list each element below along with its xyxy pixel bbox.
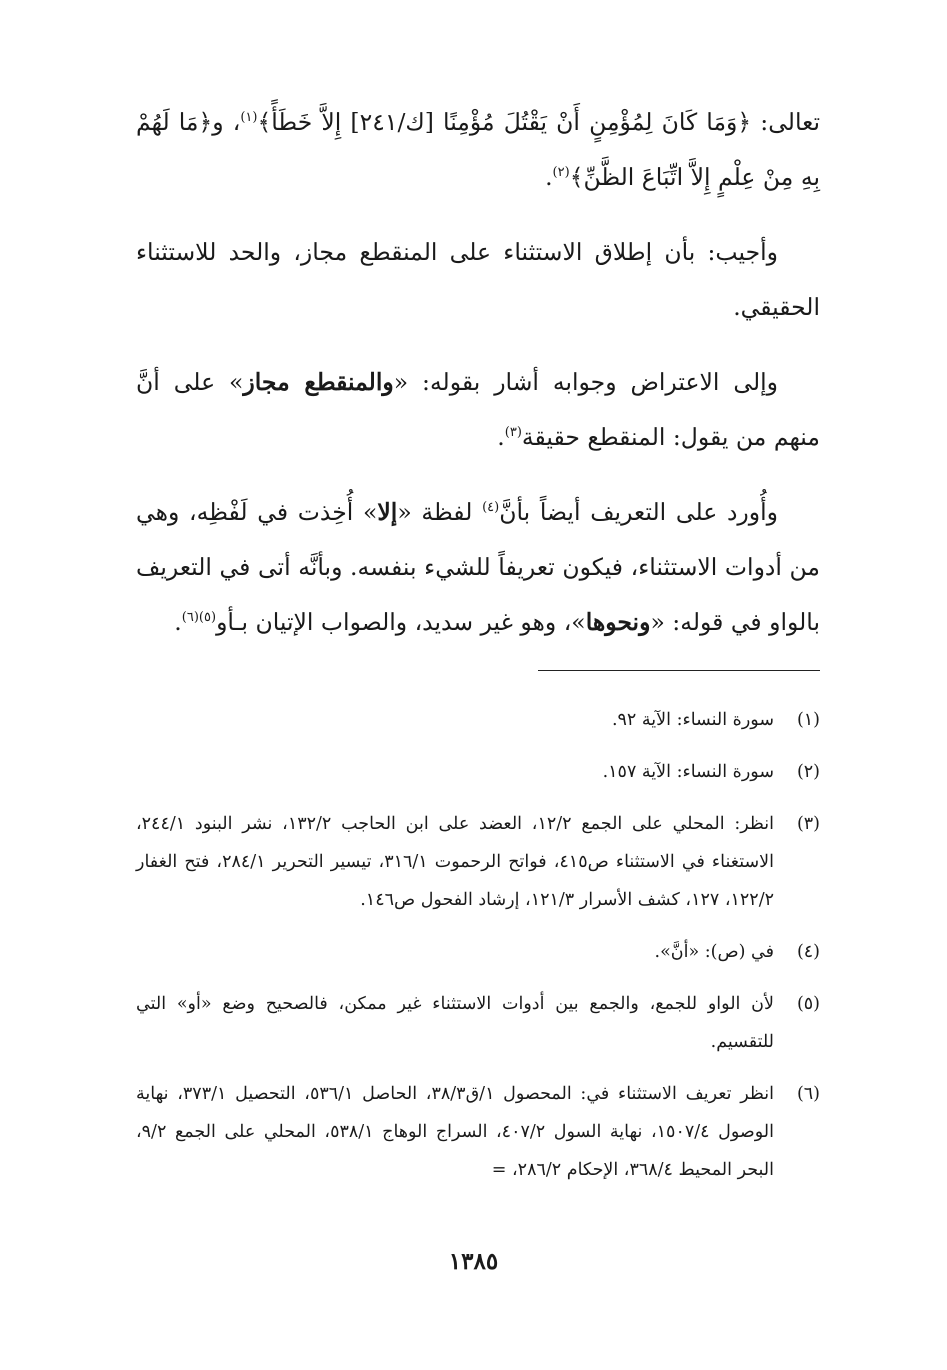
footnote-3 bbox=[136, 805, 820, 919]
footnote-number: (٦) bbox=[796, 1084, 820, 1104]
p4-text-1: وأُورد على التعريف أيضاً بأنَّ bbox=[499, 498, 779, 526]
p4-end: . bbox=[174, 608, 182, 636]
footnote-6 bbox=[136, 1075, 820, 1189]
footnote-5 bbox=[136, 985, 820, 1061]
footnote-text: سورة النساء: الآية ٩٢. bbox=[611, 710, 774, 730]
footnote-number: (٢) bbox=[796, 762, 820, 782]
footnote-text: سورة النساء: الآية ١٥٧. bbox=[602, 762, 774, 782]
p4-bold-nahwiha: ونحوها bbox=[585, 608, 651, 636]
footnote-ref-5[interactable]: (٥) bbox=[198, 610, 217, 626]
p3-after: » على أنَّ منهم من يقول: المنقطع حقيقة bbox=[136, 368, 820, 451]
p3-before: وإلى الاعتراض وجوابه أشار بقوله: « bbox=[393, 368, 778, 396]
p3-end: . bbox=[497, 423, 505, 451]
p1-end: . bbox=[545, 163, 553, 191]
footnotes-list bbox=[136, 701, 820, 1189]
paragraph-4 bbox=[136, 485, 820, 650]
footnote-text: في (ص): «أنَّ». bbox=[654, 942, 774, 962]
p2-text: وأجيب: بأن إطلاق الاستثناء على المنقطع مجاز، والحد للاستثناء الحقيقي. bbox=[136, 238, 820, 321]
paragraph-2 bbox=[136, 225, 820, 335]
footnote-ref-1[interactable]: (١) bbox=[240, 110, 258, 126]
footnote-ref-3[interactable]: (٣) bbox=[504, 425, 522, 441]
footnote-text: انظر تعريف الاستثناء في: المحصول ١/ق٣٨/٣، الحاصل ٥٣٦/١، التحصيل ٣٧٣/١، نهاية الوصول ١٥٠٧/٤، نهاية السول ٤٠٧/٢، السراج الوهاج ٥٣٨/١، المحلي على الجمع ٩/٢، البحر المحيط ٣٦٨/٤، الإحكام ٢٨٦/٢، = bbox=[136, 1084, 775, 1180]
footnote-number: (٤) bbox=[796, 942, 820, 962]
footnote-4 bbox=[136, 933, 820, 971]
p3-bold-quote: والمنقطع مجاز bbox=[243, 368, 394, 396]
footnote-ref-2[interactable]: (٢) bbox=[552, 165, 570, 181]
footnote-number: (٥) bbox=[796, 994, 820, 1014]
footnote-1 bbox=[136, 701, 820, 739]
p4-text-2: لفظة « bbox=[397, 498, 483, 526]
p4-text-4: »، وهو غير سديد، والصواب الإتيان بـأو bbox=[216, 608, 586, 636]
page-body bbox=[136, 95, 820, 1203]
p1-verse-2: ، و﴿مَا لَهُمْ بِهِ مِنْ عِلْمٍ إِلاَّ اتِّبَاعَ الظَّنِّ﴾ bbox=[136, 108, 820, 191]
footnote-number: (١) bbox=[796, 710, 820, 730]
page-number: ١٣٨٥ bbox=[448, 1248, 499, 1275]
paragraph-1 bbox=[136, 95, 820, 205]
p4-text-3: » أُخِذت في لَفْظِه، وهي من أدوات الاستثناء، فيكون تعريفاً للشيء بنفسه. وبأنَّه أتى في التعريف بالواو في قوله: « bbox=[136, 498, 820, 636]
footnote-number: (٣) bbox=[796, 814, 820, 834]
p4-bold-illa: إلا bbox=[377, 498, 398, 526]
footnote-ref-6[interactable]: (٦) bbox=[181, 610, 199, 626]
paragraph-3 bbox=[136, 355, 820, 465]
footnote-2 bbox=[136, 753, 820, 791]
main-text bbox=[136, 95, 820, 650]
footnote-separator bbox=[538, 670, 820, 671]
p1-verse-1: تعالى: ﴿وَمَا كَانَ لِمُؤْمِنٍ أَنْ يَقْتُلَ مُؤْمِنًا [ك/٢٤١] إِلاَّ خَطَأً﴾ bbox=[257, 108, 820, 136]
footnote-text: انظر: المحلي على الجمع ١٢/٢، العضد على ابن الحاجب ١٣٢/٢، نشر البنود ٢٤٤/١، الاستغناء في الاستثناء ص٤١٥، فواتح الرحموت ٣١٦/١، تيسير التحرير ٢٨٤/١، فتح الغفار ١٢٢/٢، ١٢٧، كشف الأسرار ١٢١/٣، إرشاد الفحول ص١٤٦. bbox=[136, 814, 774, 910]
footnote-text: لأن الواو للجمع، والجمع بين أدوات الاستثناء غير ممكن، فالصحيح وضع «أو» التي للتقسيم. bbox=[136, 994, 774, 1052]
footnote-ref-4[interactable]: (٤) bbox=[482, 500, 500, 516]
